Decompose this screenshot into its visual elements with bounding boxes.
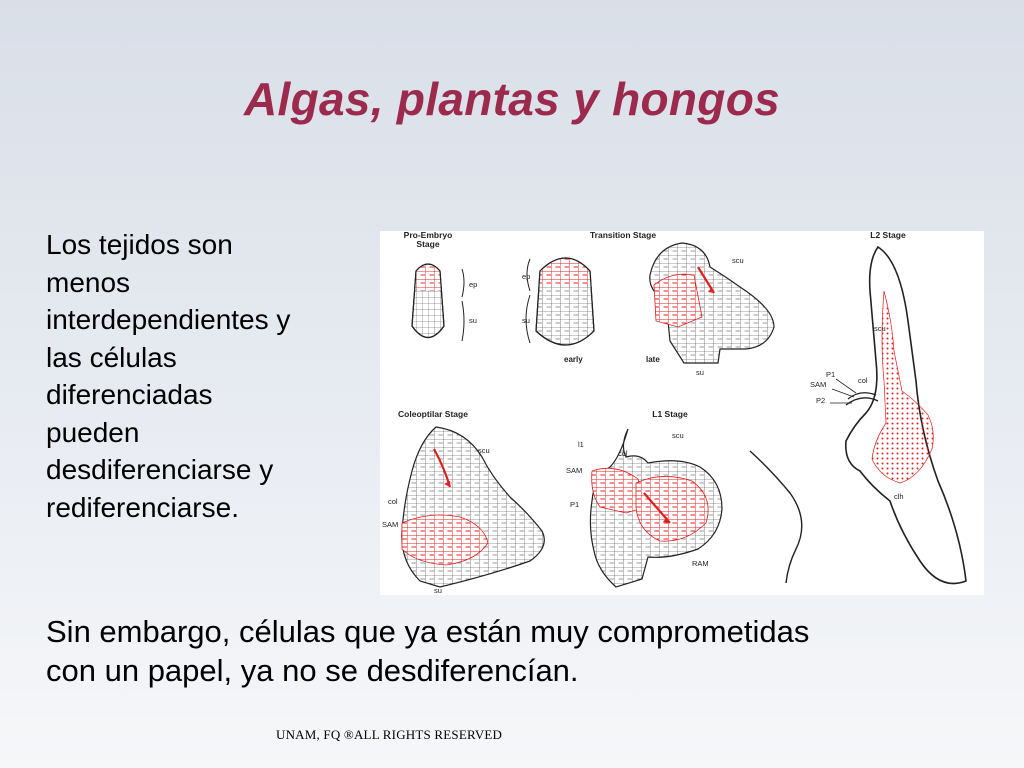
label-p2-l2: P2 (816, 396, 826, 405)
label-ep: ep (469, 280, 478, 289)
label-scu-l1: scu (672, 431, 684, 440)
label-early: early (564, 355, 583, 364)
l2-stage-drawing (810, 247, 966, 584)
body-line: las células (46, 341, 177, 373)
label-sam-l2: SAM (810, 380, 827, 389)
label-p1-l1: P1 (570, 500, 580, 509)
panel-title-coleoptilar: Coleoptilar Stage (398, 409, 468, 419)
label-l1-l1: l1 (578, 440, 584, 449)
body-line: Los tejidos son (46, 229, 233, 260)
label-sam-l1: SAM (566, 466, 583, 475)
pro-embryo-drawing (412, 264, 477, 341)
bottom-text (46, 612, 1006, 690)
body-line: desdiferenciarse y (46, 454, 274, 485)
coleoptilar-stage-drawing (382, 427, 544, 595)
label-ram-l1: RAM (692, 559, 709, 568)
bottom-line: con un papel, ya no se desdiferencían. (46, 653, 579, 688)
label-col-coleoptilar: col (388, 497, 398, 506)
embryo-stages-diagram (380, 231, 984, 595)
label-scu-coleoptilar: scu (478, 446, 490, 455)
label-su-coleoptilar: su (434, 586, 442, 595)
body-line: pueden (46, 416, 140, 448)
label-col-l1: col (618, 449, 628, 458)
label-col-l2: col (858, 376, 868, 385)
transition-late-drawing (646, 243, 774, 377)
body-line: diferenciadas (46, 379, 213, 410)
label-clh-l2: clh (894, 492, 904, 501)
panel-title-pro-embryo-stage: Stage (416, 239, 440, 249)
label-su: su (469, 316, 477, 325)
label-su-late: su (696, 368, 704, 377)
label-p1-l2: P1 (826, 370, 836, 379)
label-sam-coleoptilar: SAM (382, 520, 399, 529)
embryo-stages-figure (380, 231, 984, 595)
label-late: late (646, 355, 660, 364)
body-line: interdependientes y (46, 304, 291, 335)
body-line: menos (46, 266, 131, 298)
label-scu-l2: scu (874, 324, 886, 333)
slide-title: Algas, plantas y hongos (244, 73, 780, 125)
label-ep-early: ep (522, 272, 531, 281)
panel-title-l2: L2 Stage (870, 231, 906, 240)
bottom-line: Sin embargo, células que ya están muy comprometidas (46, 614, 810, 649)
body-text (46, 226, 356, 526)
label-scu-late: scu (732, 256, 744, 265)
panel-title-l1: L1 Stage (652, 409, 688, 419)
footer-copyright: UNAM, FQ ®ALL RIGHTS RESERVED (276, 727, 503, 742)
panel-title-transition: Transition Stage (589, 231, 657, 240)
transition-early-drawing (522, 253, 594, 364)
panel-title-pro-embryo: Pro-Embryo (403, 231, 453, 240)
body-line: rediferenciarse. (46, 491, 239, 523)
label-su-early: su (522, 316, 530, 325)
l1-stage-drawing (566, 429, 802, 587)
